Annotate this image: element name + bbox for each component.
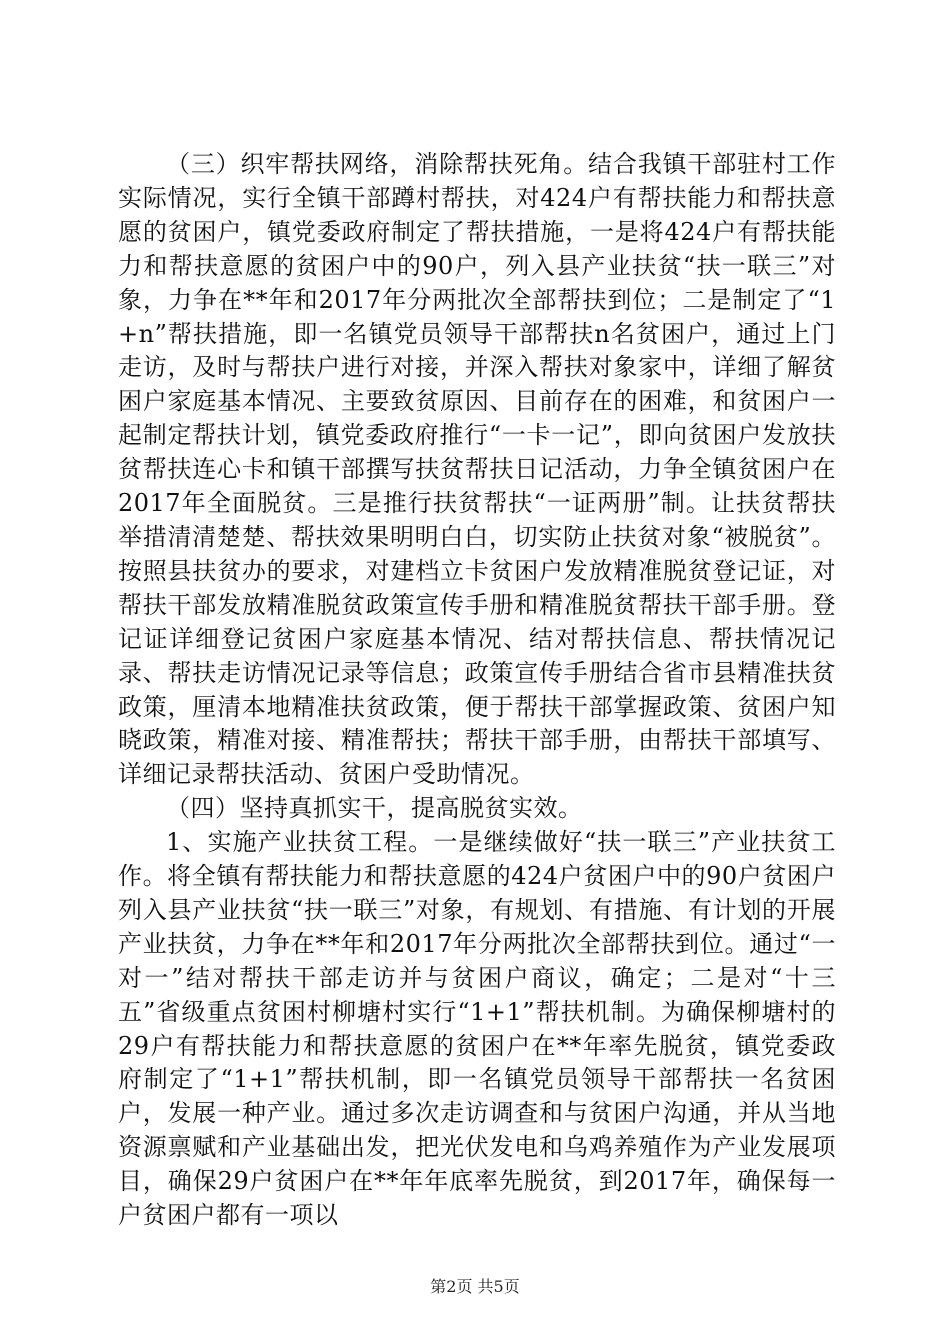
paragraph-section-three: （三）织牢帮扶网络，消除帮扶死角。结合我镇干部驻村工作实际情况，实行全镇干部蹲村帮扶，对424户有帮扶能力和帮扶意愿的贫困户，镇党委政府制定了帮扶措施，一是将424户有帮扶能力和帮扶意愿的贫困户中的90户，列入县产业扶贫“扶一联三”对象，力争在**年和2017年分两批次全部帮扶到位；二是制定了“1+n”帮扶措施，即一名镇党员领导干部帮扶n名贫困户，通过上门走访，及时与帮扶户进行对接，并深入帮扶对象家中，详细了解贫困户家庭基本情况、主要致贫原因、目前存在的困难，和贫困户一起制定帮扶计划，镇党委政府推行“一卡一记”，即向贫困户发放扶贫帮扶连心卡和镇干部撰写扶贫帮扶日记活动，力争全镇贫困户在2017年全面脱贫。三是推行扶贫帮扶“一证两册”制。让扶贫帮扶举措清清楚楚、帮扶效果明明白白，切实防止扶贫对象“被脱贫”。按照县扶贫办的要求，对建档立卡贫困户发放精准脱贫登记证，对帮扶干部发放精准脱贫政策宣传手册和精准脱贫帮扶干部手册。登记证详细登记贫困户家庭基本情况、结对帮扶信息、帮扶情况记录、帮扶走访情况记录等信息；政策宣传手册结合省市县精准扶贫政策，厘清本地精准扶贫政策，便于帮扶干部掌握政策、贫困户知晓政策，精准对接、精准帮扶；帮扶干部手册，由帮扶干部填写、详细记录帮扶活动、贫困户受助情况。	[118, 150, 836, 789]
page-number-footer: 第2页 共5页	[430, 1277, 520, 1296]
paragraph-industry-poverty: 1、实施产业扶贫工程。一是继续做好“扶一联三”产业扶贫工作。将全镇有帮扶能力和帮扶意愿的424户贫困户中的90户贫困户列入县产业扶贫“扶一联三”对象，有规划、有措施、有计划的开展产业扶贫，力争在**年和2017年分两批次全部帮扶到位。通过“一对一”结对帮扶干部走访并与贫困户商议，确定；二是对“十三五”省级重点贫困村柳塘村实行“1+1”帮扶机制。为确保柳塘村的29户有帮扶能力和帮扶意愿的贫困户在**年率先脱贫，镇党委政府制定了“1+1”帮扶机制，即一名镇党员领导干部帮扶一名贫困户，发展一种产业。通过多次走访调查和与贫困户沟通，并从当地资源禀赋和产业基础出发，把光伏发电和乌鸡养殖作为产业发展项目，确保29户贫困户在**年年底率先脱贫，到2017年，确保每一户贫困户都有一项以	[118, 828, 836, 1230]
document-body	[118, 148, 836, 1233]
paragraph-section-four-heading: （四）坚持真抓实干，提高脱贫实效。	[166, 794, 583, 823]
